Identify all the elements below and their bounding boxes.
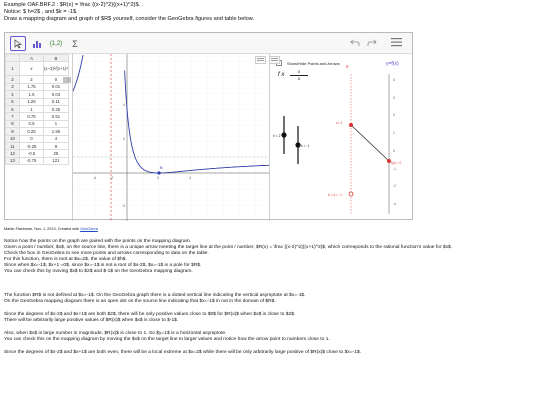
undo-icon: [350, 37, 360, 47]
explanation-block-3: [4, 312, 538, 324]
row-number[interactable]: 5: [6, 98, 20, 105]
source-line-label: x: [346, 64, 349, 70]
geogebra-toolbar: [5, 33, 412, 54]
cell-b[interactable]: 121: [44, 157, 69, 164]
style-bar-icon: [63, 77, 71, 83]
spreadsheet-header-row: [6, 55, 69, 62]
explanation-block-2: [4, 293, 538, 305]
paragraph-line: Given a point / number, $x$, on the source line, there is a unique arrow meeting the target line at the point / number, $R(x) = \frac {(x-2)^2}{(x+1)^2}$, which corresponds to the rational function's value for $x$.: [4, 245, 453, 250]
table-row: [6, 113, 69, 120]
cell-a[interactable]: 0: [20, 135, 44, 142]
graph-grid: [73, 54, 270, 221]
cell-b[interactable]: 0.25: [44, 105, 69, 112]
axis-tick: -1: [393, 167, 396, 171]
paragraph-line: Check the box in GeoGebra to see more points and arrows corresponding to data on the table.: [4, 251, 209, 256]
curve-right-branch: [125, 71, 270, 173]
tick-y-4: 4: [123, 103, 125, 107]
target-line-label: y=f(x): [386, 61, 399, 67]
paragraph-line: Since the degrees of $x-2$ and $x+1$ are both $2$, there will be only positive values close to $0$ for $R(x)$ when $x$ is close to $2$.: [4, 312, 296, 317]
graph-canvas[interactable]: [73, 54, 270, 221]
intro-block: [4, 2, 254, 23]
graphics-style-button[interactable]: [255, 56, 266, 64]
mapping-style-button[interactable]: [269, 56, 280, 64]
slider-k-knob[interactable]: [295, 142, 300, 147]
cell-b[interactable]: 4: [44, 135, 69, 142]
row-number[interactable]: 9: [6, 128, 20, 135]
paragraph-line: Notice how the points on the graph are paired with the points on the mapping diagram.: [4, 239, 192, 244]
bar-chart-icon: [32, 39, 42, 49]
intro-line-3: Draw a mapping diagram and graph of $R$ yourself, consider the GeoGebra figures and table below.: [4, 16, 255, 22]
bar-chart-tool-button[interactable]: [29, 36, 45, 51]
row-number[interactable]: 2: [6, 76, 20, 83]
table-row: [6, 98, 69, 105]
cell-a[interactable]: x: [20, 62, 44, 76]
row-number[interactable]: 7: [6, 113, 20, 120]
cell-b[interactable]: 0.01: [44, 83, 69, 90]
axis-tick: -2: [393, 184, 396, 188]
cell-a[interactable]: 0.25: [20, 128, 44, 135]
cell-b[interactable]: 0: [44, 76, 69, 83]
tick-x-neg4: -4: [93, 176, 97, 180]
fraction-numerator: x: [290, 69, 308, 76]
table-row: [6, 105, 69, 112]
pointer-icon: [14, 39, 23, 49]
fraction-denominator: x: [297, 76, 301, 81]
spreadsheet-view[interactable]: [5, 54, 72, 221]
cell-b[interactable]: (x−2)²/(x+1)²: [44, 62, 69, 76]
curve-left-branch: [73, 55, 83, 113]
row-number[interactable]: 12: [6, 150, 20, 157]
sum-tool-label: Σ: [72, 38, 78, 49]
paragraph-line: For this function, there is root at $a=2$, the value of $h$.: [4, 257, 127, 262]
paragraph-line: The function $R$ is not defined at $x=-1$. On the GeoGebra graph there is a dotted vertical line indicating the vertical asymptote at $x=-1$.: [4, 293, 306, 298]
cell-a[interactable]: 1.25: [20, 98, 44, 105]
cell-a[interactable]: 1: [20, 105, 44, 112]
row-number[interactable]: 8: [6, 120, 20, 127]
paragraph-line: There will be arbitrarily large positive values of $R(x)$ when $x$ is close to $-1$.: [4, 318, 179, 323]
point-label-b: B: [160, 165, 163, 170]
cell-b[interactable]: 25: [44, 150, 69, 157]
explanation-block-5: [4, 350, 538, 356]
intro-line-2: Notice: $ h=2$ , and $k = -1$.: [4, 9, 78, 15]
spreadsheet-table: [5, 54, 69, 165]
cell-b[interactable]: 9: [44, 142, 69, 149]
target-point[interactable]: [387, 159, 391, 163]
intro-line-1: Example OAF.BRF.2 : $R(x) = \frac {(x-2)^2}{(x+1)^2}$. .: [4, 2, 144, 8]
show-points-label: Show/Hide Points and Arrows: [287, 61, 340, 66]
cell-a[interactable]: 1.5: [20, 91, 44, 98]
function-value-label: f(x) = 0: [391, 161, 402, 165]
table-row: [6, 120, 69, 127]
row-number[interactable]: 1: [6, 62, 20, 76]
axis-tick: 1: [393, 131, 395, 135]
axis-tick: 0: [393, 149, 395, 153]
explanation-block-1: [4, 239, 538, 275]
open-dot-pole: [349, 192, 353, 196]
list-tool-button[interactable]: [48, 36, 64, 51]
paragraph-line: Since when $x=-1$, $x+1 =0$, since $x=-1$ is not a root of $x-2$, $x=-1$ is a pole for $R$.: [4, 263, 202, 268]
style-bar-icon: [270, 57, 279, 63]
tick-x-4: 4: [189, 176, 191, 180]
cell-a[interactable]: -0.25: [20, 142, 44, 149]
table-row: [6, 150, 69, 157]
axis-tick: 4: [393, 78, 395, 82]
pole-label: h = k = -1: [328, 193, 342, 197]
row-number[interactable]: 11: [6, 142, 20, 149]
cell-a[interactable]: 0.5: [20, 120, 44, 127]
cell-a[interactable]: 0.75: [20, 113, 44, 120]
sum-tool-button[interactable]: [67, 36, 83, 51]
row-number[interactable]: 6: [6, 105, 20, 112]
tick-y-neg2: -2: [122, 204, 126, 208]
row-number[interactable]: 3: [6, 83, 20, 90]
list-tool-label: {1,2}: [49, 40, 63, 47]
style-bar-icon: [256, 57, 265, 63]
x-value-label: x= 2: [336, 121, 343, 125]
cell-b[interactable]: 0.04: [44, 91, 69, 98]
redo-icon: [367, 37, 377, 47]
slider-h-knob[interactable]: [281, 132, 286, 137]
graphics-view[interactable]: [72, 54, 269, 221]
root-point[interactable]: [157, 171, 160, 174]
row-number[interactable]: 4: [6, 91, 20, 98]
spreadsheet-style-button[interactable]: [63, 77, 71, 83]
cell-b[interactable]: 0.11: [44, 98, 69, 105]
table-row: [6, 62, 69, 76]
function-label: f x: [278, 72, 285, 78]
col-header-a[interactable]: A: [20, 55, 44, 62]
cell-b[interactable]: 0.51: [44, 113, 69, 120]
main-menu-button[interactable]: [391, 37, 402, 50]
mapping-diagram-view[interactable]: [269, 54, 412, 221]
geogebra-applet[interactable]: [4, 32, 413, 220]
row-number[interactable]: 13: [6, 157, 20, 164]
table-row: [6, 91, 69, 98]
corner-cell: [6, 55, 20, 62]
slider-k-label: k = -1: [301, 144, 310, 148]
tick-x-neg2: -2: [110, 176, 114, 180]
table-row: [6, 142, 69, 149]
paragraph-line: You can check this on the mapping diagram by moving the $x$ on the target line to larger values and notice how the arrow point to numbers close to 1.: [4, 337, 330, 342]
col-header-b[interactable]: B: [44, 55, 69, 62]
table-row: [6, 76, 69, 83]
credit-text: Martin Flashman, Nov. 1, 2013, Created with: [4, 227, 80, 231]
table-row: [6, 128, 69, 135]
function-fraction: [290, 69, 308, 81]
slider-h-label: h = 2: [273, 134, 281, 138]
mapping-arrow: [351, 125, 389, 161]
paragraph-line: Also, when $x$ is large number in magnitude, $R(x)$ is close to 1. So $y=1$ is a horizontal asymptote.: [4, 331, 227, 336]
source-point[interactable]: [349, 123, 353, 127]
geogebra-link[interactable]: GeoGebra: [80, 227, 98, 231]
cell-a[interactable]: -0.5: [20, 150, 44, 157]
credit-line: [4, 227, 98, 231]
pointer-tool-button[interactable]: [10, 36, 26, 51]
undo-button[interactable]: [350, 37, 360, 50]
explanation-block-4: [4, 331, 538, 343]
cell-a[interactable]: 1.75: [20, 83, 44, 90]
cell-a[interactable]: -0.75: [20, 157, 44, 164]
menu-icon: [391, 37, 402, 47]
cell-a[interactable]: 2: [20, 76, 44, 83]
table-row: [6, 157, 69, 164]
paragraph-line: You can check this by moving $x$ to $2$ and $-1$ on the GeoGebra mapping diagram.: [4, 269, 193, 274]
tick-y-2: 2: [123, 137, 125, 141]
table-row: [6, 83, 69, 90]
tick-x-2: 2: [157, 176, 159, 180]
cell-b[interactable]: 1: [44, 120, 69, 127]
redo-button[interactable]: [367, 37, 377, 50]
axis-tick: 2: [393, 113, 395, 117]
cell-b[interactable]: 1.96: [44, 128, 69, 135]
paragraph-line: On the GeoGebra mapping diagram there is an open dot on the source line indicating that $x=-1$ in not in the domain of $R$.: [4, 299, 276, 304]
axis-tick: -4: [393, 202, 396, 206]
row-number[interactable]: 10: [6, 135, 20, 142]
axis-tick: 3: [393, 96, 395, 100]
table-row: [6, 135, 69, 142]
paragraph-line: Since the degrees of $x-2$ and $x+1$ are both even, there will be a local extreme at $x=2$ while there will be only arbitrarily large positive of $R(x)$ close to $x=-1$.: [4, 350, 362, 355]
